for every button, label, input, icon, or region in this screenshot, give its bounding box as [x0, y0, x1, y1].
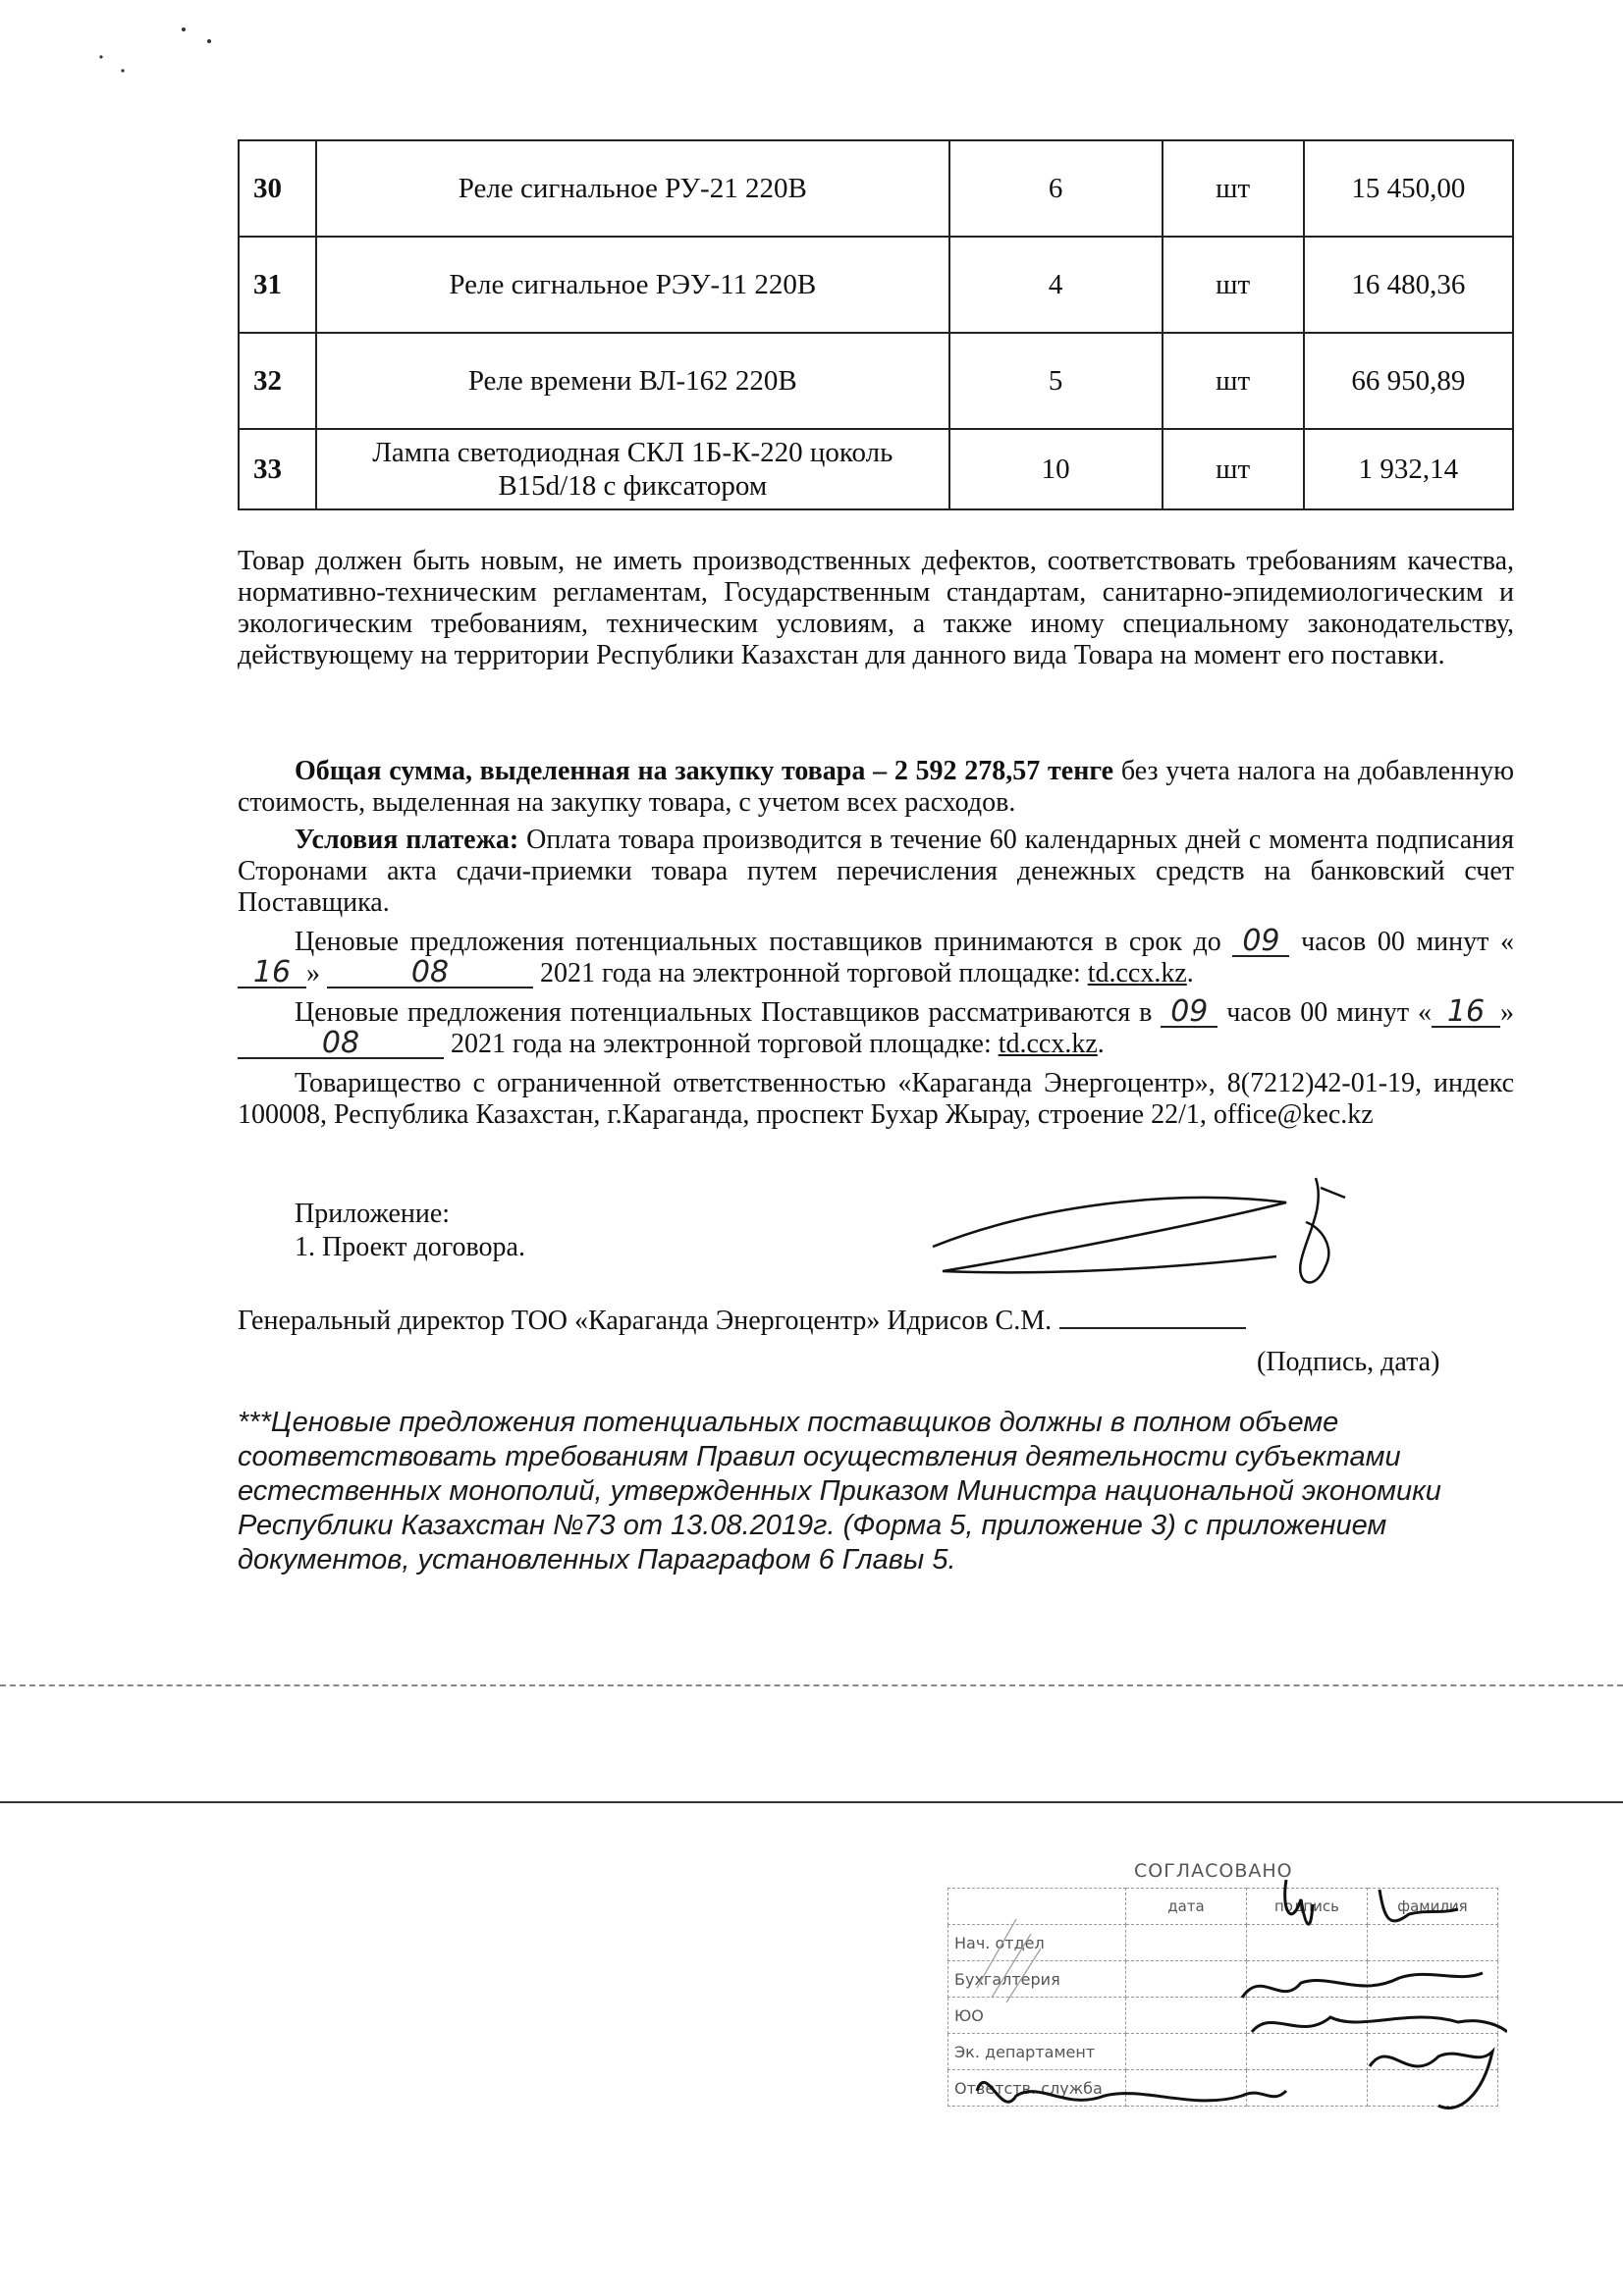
- stamp-role: Бухгалтерия: [948, 1961, 1126, 1998]
- stamp-header-surname: фамилия: [1368, 1889, 1498, 1925]
- appendix-block: [295, 1198, 525, 1264]
- stamp-header-signature: подпись: [1247, 1889, 1368, 1925]
- item-quantity: 5: [949, 333, 1163, 429]
- director-line: [238, 1306, 1246, 1337]
- item-unit: шт: [1163, 140, 1304, 237]
- review-day-handwritten: 16: [1432, 998, 1500, 1028]
- requirements-note: ***Ценовые предложения потенциальных поставщиков должны в полном объеме соответствовать требованиям Правил осуществления деятельности субъектами естественных монополий, утвержденных Приказом Министра национальной экономики Республики Казахстан №73 от 13.08.2019г. (Форма 5, приложение 3) с приложением документов, установленных Параграфом 6 Главы 5.: [238, 1407, 1441, 1575]
- stamp-header-date: дата: [1126, 1889, 1247, 1925]
- item-quantity: 4: [949, 237, 1163, 333]
- review-month-handwritten: 08: [238, 1030, 444, 1059]
- director-signature: [913, 1168, 1424, 1315]
- item-name-line2: B15d/18 с фиксатором: [498, 470, 768, 502]
- item-name-line1: Лампа светодиодная СКЛ 1Б-К-220 цоколь: [372, 437, 893, 468]
- item-unit: шт: [1163, 429, 1304, 509]
- table-row: [239, 429, 1513, 509]
- item-number: 30: [239, 140, 316, 237]
- review-text: »: [1500, 997, 1515, 1028]
- item-unit: шт: [1163, 237, 1304, 333]
- items-table: [238, 139, 1514, 510]
- director-name: Генеральный директор ТОО «Караганда Энергоцентр» Идрисов С.М.: [238, 1306, 1053, 1336]
- submission-hour-handwritten: 09: [1232, 928, 1289, 957]
- review-text: 2021 года на электронной торговой площадке:: [451, 1029, 992, 1059]
- item-price: 16 480,36: [1304, 237, 1513, 333]
- approval-stamp: [947, 1860, 1507, 2145]
- table-row: [239, 237, 1513, 333]
- review-site-link[interactable]: td.ccx.kz: [998, 1029, 1098, 1059]
- total-rest: без учета налога на добавленную стоимость, выделенная на закупку товара, с учетом всех расходов.: [238, 756, 1514, 818]
- requirements-paragraph: Товар должен быть новым, не иметь производственных дефектов, соответствовать требованиям качества, нормативно-техническим регламентам, Государственным стандартам, санитарно-эпидемиологическим и экологическим требованиям, техническим условиям, а также иному специальному законодательству, действующему на территории Республики Казахстан для данного вида Товара на момент его поставки.: [238, 546, 1514, 670]
- payment-label: Условия платежа:: [295, 825, 519, 855]
- submission-text: 2021 года на электронной торговой площадке:: [540, 958, 1081, 988]
- appendix-title: Приложение:: [295, 1199, 451, 1229]
- submission-day-handwritten: 16: [238, 959, 306, 988]
- item-number: 32: [239, 333, 316, 429]
- stamp-role: ЮО: [948, 1998, 1126, 2034]
- total-amount: 2 592 278,57 тенге: [893, 756, 1114, 786]
- review-paragraph: [238, 994, 1515, 1060]
- total-dash: –: [873, 756, 888, 786]
- item-price: 1 932,14: [1304, 429, 1513, 509]
- item-number: 33: [239, 429, 316, 509]
- item-name: [316, 429, 949, 509]
- stamp-handwritten-signatures: [947, 1860, 1507, 2145]
- payment-paragraph: [238, 825, 1514, 919]
- submission-text: »: [306, 958, 320, 988]
- item-quantity: 10: [949, 429, 1163, 509]
- item-name: Реле сигнальное РУ-21 220В: [316, 140, 949, 237]
- total-paragraph: [238, 756, 1514, 819]
- item-number: 31: [239, 237, 316, 333]
- submission-text: часов 00 минут «: [1301, 927, 1515, 957]
- scan-specks: [93, 20, 241, 79]
- signature-line: [1059, 1327, 1246, 1329]
- table-row: [239, 333, 1513, 429]
- submission-text: .: [1186, 958, 1194, 988]
- submission-paragraph: [238, 924, 1515, 989]
- submission-site-link[interactable]: td.ccx.kz: [1087, 958, 1187, 988]
- stamp-role: Ответств. служба: [948, 2070, 1126, 2107]
- item-price: 66 950,89: [1304, 333, 1513, 429]
- review-text: часов 00 минут «: [1226, 997, 1433, 1028]
- submission-text: Ценовые предложения потенциальных поставщиков принимаются в срок до: [295, 927, 1221, 957]
- item-quantity: 6: [949, 140, 1163, 237]
- page-divider: [0, 1801, 1623, 1803]
- stamp-role: Нач. отдел: [948, 1925, 1126, 1961]
- review-text: .: [1097, 1029, 1105, 1059]
- item-name: Реле сигнальное РЭУ-11 220В: [316, 237, 949, 333]
- review-hour-handwritten: 09: [1161, 998, 1217, 1028]
- payment-text: Оплата товара производится в течение 60 календарных дней с момента подписания Сторонами акта сдачи-приемки товара путем перечисления денежных средств на банковский счет Поставщика.: [238, 825, 1514, 918]
- appendix-item: 1. Проект договора.: [295, 1232, 525, 1262]
- submission-month-handwritten: 08: [327, 959, 533, 988]
- stamp-role: Эк. департамент: [948, 2034, 1126, 2070]
- stamp-title: СОГЛАСОВАНО: [1134, 1860, 1293, 1882]
- item-unit: шт: [1163, 333, 1304, 429]
- table-row: [239, 140, 1513, 237]
- company-paragraph: Товарищество с ограниченной ответственностью «Караганда Энергоцентр», 8(7212)42-01-19, индекс 100008, Республика Казахстан, г.Караганда, проспект Бухар Жырау, строение 22/1, office@kec.kz: [238, 1068, 1514, 1130]
- item-price: 15 450,00: [1304, 140, 1513, 237]
- item-name: Реле времени ВЛ-162 220В: [316, 333, 949, 429]
- total-label: Общая сумма, выделенная на закупку товара: [295, 756, 866, 786]
- review-text: Ценовые предложения потенциальных Поставщиков рассматриваются в: [295, 997, 1153, 1028]
- dashed-divider: [0, 1684, 1623, 1686]
- signature-caption: (Подпись, дата): [1257, 1347, 1440, 1377]
